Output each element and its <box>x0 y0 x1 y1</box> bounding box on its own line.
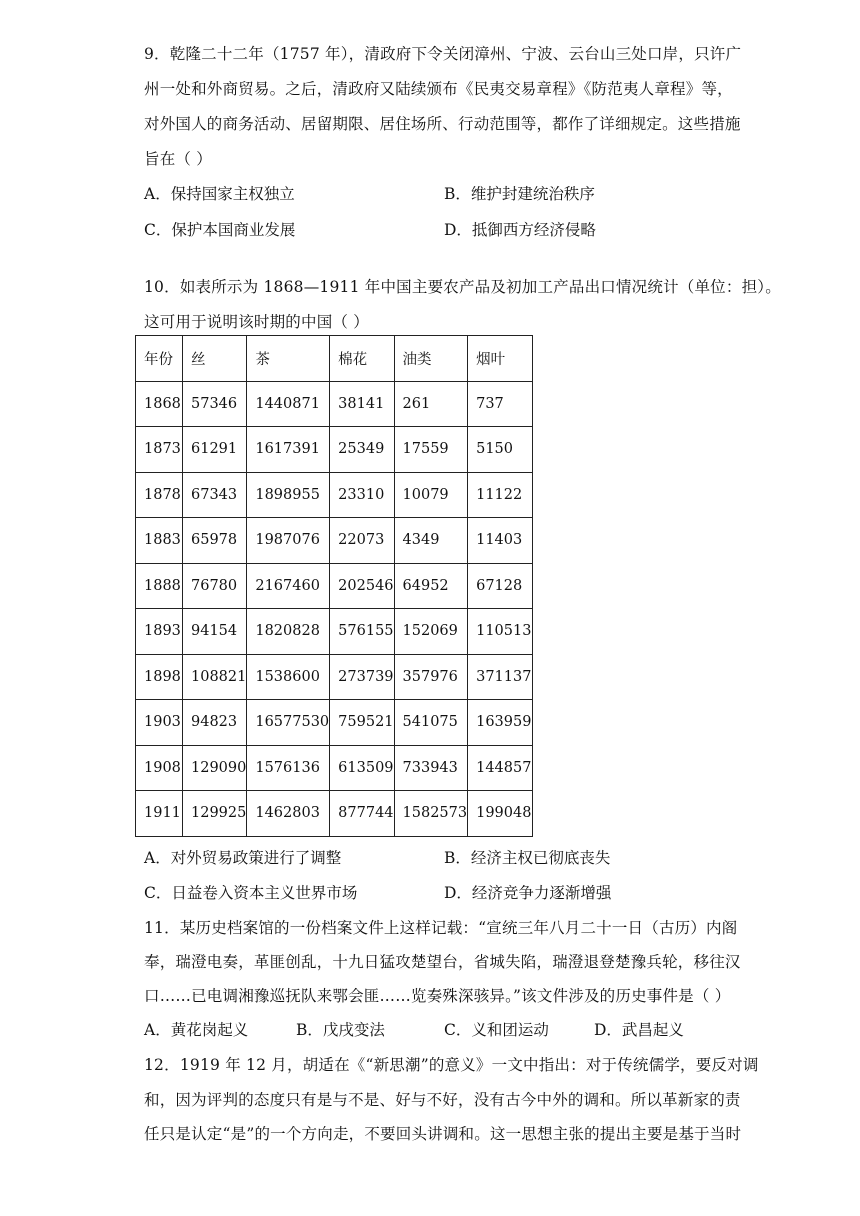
table-cell: 57346 <box>183 381 247 427</box>
table-cell: 4349 <box>394 518 468 564</box>
table-row <box>136 472 533 518</box>
table-cell: 1893 <box>136 609 183 655</box>
table-row <box>136 427 533 473</box>
question-text-line: 和，因为评判的态度只有是与不是、好与不好，没有古今中外的调和。所以革新家的责 <box>144 1091 741 1109</box>
table-cell: 199048 <box>468 791 533 837</box>
option-b[interactable]: B．维护封建统治秩序 <box>444 185 595 203</box>
table-cell: 1576136 <box>247 745 330 791</box>
option-b[interactable]: B．戊戌变法 <box>296 1021 385 1039</box>
table-cell: 759521 <box>330 700 394 746</box>
table-cell: 1987076 <box>247 518 330 564</box>
table-header-row <box>136 336 533 382</box>
table-cell: 1878 <box>136 472 183 518</box>
option-c[interactable]: C．保护本国商业发展 <box>144 221 296 239</box>
table-cell: 1538600 <box>247 654 330 700</box>
option-d[interactable]: D．经济竞争力逐渐增强 <box>444 884 612 902</box>
table-row <box>136 609 533 655</box>
table-cell: 5150 <box>468 427 533 473</box>
table-cell: 1868 <box>136 381 183 427</box>
table-header-cell: 茶 <box>247 336 330 382</box>
question-text-line: 11．某历史档案馆的一份档案文件上这样记载：“宣统三年八月二十一日（古历）内阁 <box>144 919 738 937</box>
table-cell: 1911 <box>136 791 183 837</box>
table-cell: 613509 <box>330 745 394 791</box>
option-b[interactable]: B．经济主权已彻底丧失 <box>444 849 611 867</box>
table-cell: 11403 <box>468 518 533 564</box>
table-cell: 94823 <box>183 700 247 746</box>
table-cell: 877744 <box>330 791 394 837</box>
option-a[interactable]: A．保持国家主权独立 <box>144 185 295 203</box>
table-cell: 1898 <box>136 654 183 700</box>
option-c[interactable]: C．日益卷入资本主义世界市场 <box>144 884 358 902</box>
table-cell: 11122 <box>468 472 533 518</box>
table-cell: 94154 <box>183 609 247 655</box>
table-cell: 1888 <box>136 563 183 609</box>
table-cell: 38141 <box>330 381 394 427</box>
table-cell: 23310 <box>330 472 394 518</box>
table-cell: 261 <box>394 381 468 427</box>
table-cell: 1898955 <box>247 472 330 518</box>
table-cell: 129925 <box>183 791 247 837</box>
table-cell: 273739 <box>330 654 394 700</box>
export-statistics-table <box>135 335 533 837</box>
table-cell: 2167460 <box>247 563 330 609</box>
table-cell: 110513 <box>468 609 533 655</box>
table-row <box>136 700 533 746</box>
table-row <box>136 518 533 564</box>
table-row <box>136 791 533 837</box>
table-cell: 152069 <box>394 609 468 655</box>
question-text-line: 旨在（ ） <box>144 150 212 168</box>
table-cell: 76780 <box>183 563 247 609</box>
table-cell: 1908 <box>136 745 183 791</box>
question-text-line: 任只是认定“是”的一个方向走，不要回头讲调和。这一思想主张的提出主要是基于当时 <box>144 1125 742 1143</box>
table-cell: 733943 <box>394 745 468 791</box>
table-cell: 65978 <box>183 518 247 564</box>
table-cell: 371137 <box>468 654 533 700</box>
question-text-line: 口……已电调湘豫巡抚队来鄂会匪……览奏殊深骇异。”该文件涉及的历史事件是（ ） <box>144 987 731 1005</box>
table-cell: 737 <box>468 381 533 427</box>
question-text-line: 12．1919 年 12 月，胡适在《“新思潮”的意义》一文中指出：对于传统儒学，要反对调 <box>144 1056 759 1074</box>
table-cell: 67343 <box>183 472 247 518</box>
table-cell: 1820828 <box>247 609 330 655</box>
question-text-line: 这可用于说明该时期的中国（ ） <box>144 313 369 331</box>
table-header-cell: 烟叶 <box>468 336 533 382</box>
question-text-line: 9．乾隆二十二年（1757 年），清政府下令关闭漳州、宁波、云台山三处口岸，只许广 <box>144 45 742 63</box>
option-d[interactable]: D．抵御西方经济侵略 <box>444 221 596 239</box>
table-row <box>136 745 533 791</box>
table-cell: 357976 <box>394 654 468 700</box>
table-row <box>136 381 533 427</box>
option-c[interactable]: C．义和团运动 <box>444 1021 549 1039</box>
table-cell: 1582573 <box>394 791 468 837</box>
table-cell: 576155 <box>330 609 394 655</box>
table-header-cell: 油类 <box>394 336 468 382</box>
table-cell: 1617391 <box>247 427 330 473</box>
option-d[interactable]: D．武昌起义 <box>594 1021 684 1039</box>
table-cell: 129090 <box>183 745 247 791</box>
table-cell: 144857 <box>468 745 533 791</box>
table-cell: 541075 <box>394 700 468 746</box>
table-cell: 17559 <box>394 427 468 473</box>
table-cell: 1883 <box>136 518 183 564</box>
table-cell: 202546 <box>330 563 394 609</box>
table-cell: 108821 <box>183 654 247 700</box>
table-cell: 16577530 <box>247 700 330 746</box>
table-cell: 10079 <box>394 472 468 518</box>
table-cell: 163959 <box>468 700 533 746</box>
question-text-line: 10．如表所示为 1868—1911 年中国主要农产品及初加工产品出口情况统计（单位：担）。 <box>144 278 781 296</box>
option-a[interactable]: A．对外贸易政策进行了调整 <box>144 849 342 867</box>
question-text-line: 州一处和外商贸易。之后，清政府又陆续颁布《民夷交易章程》《防范夷人章程》等， <box>144 80 733 98</box>
table-cell: 25349 <box>330 427 394 473</box>
table-cell: 22073 <box>330 518 394 564</box>
table-cell: 1440871 <box>247 381 330 427</box>
table-cell: 61291 <box>183 427 247 473</box>
question-text-line: 奉，瑞澄电奏，革匪创乱，十九日猛攻楚望台，省城失陷，瑞澄退登楚豫兵轮，移往汉 <box>144 953 741 971</box>
table-cell: 64952 <box>394 563 468 609</box>
table-header-cell: 年份 <box>136 336 183 382</box>
table-header-cell: 棉花 <box>330 336 394 382</box>
question-text-line: 对外国人的商务活动、居留期限、居住场所、行动范围等，都作了详细规定。这些措施 <box>144 115 741 133</box>
table-cell: 67128 <box>468 563 533 609</box>
table-header-cell: 丝 <box>183 336 247 382</box>
table-cell: 1462803 <box>247 791 330 837</box>
table-row <box>136 654 533 700</box>
table-cell: 1903 <box>136 700 183 746</box>
option-a[interactable]: A．黄花岗起义 <box>144 1021 249 1039</box>
table-row <box>136 563 533 609</box>
table-cell: 1873 <box>136 427 183 473</box>
